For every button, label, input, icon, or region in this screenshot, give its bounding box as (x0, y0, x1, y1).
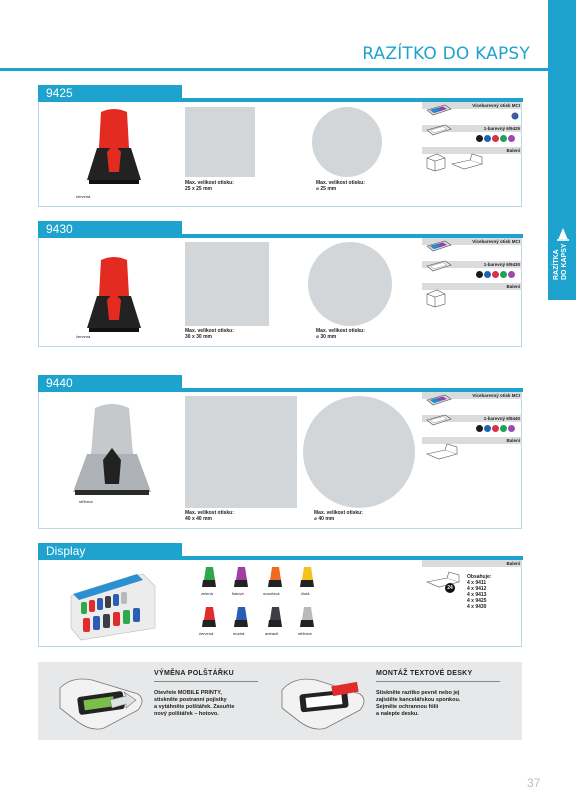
imprint-circle-label (316, 328, 365, 340)
contents-item: 4 x 9411 (467, 580, 487, 586)
stamp-photo-red (79, 256, 149, 334)
display-count-badge (445, 583, 455, 593)
label-value: 30 x 30 mm (185, 334, 212, 340)
variant-label: stříbrná (298, 631, 312, 636)
option-packaging: Balení (422, 283, 522, 290)
contents-title: Obsahuje: (467, 574, 492, 580)
imprint-square-label (185, 510, 234, 522)
count-value: 24 (447, 585, 453, 591)
ink-dot (476, 271, 483, 278)
ink-pad-single-icon (425, 414, 453, 428)
title-rule (154, 681, 258, 682)
ink-color-dots (476, 271, 515, 278)
page-title: RAZÍTKO DO KAPSY (362, 44, 530, 64)
stamp-variant-modra (233, 606, 249, 628)
option-packaging: Balení (422, 437, 522, 444)
stamp-variant-zluta (299, 566, 315, 588)
variant-label: zelená (201, 591, 213, 596)
section-heading: Display (38, 543, 182, 560)
ink-color-dots (476, 135, 515, 142)
ink-dot (484, 271, 491, 278)
stamp-color-label: červená (76, 194, 91, 199)
imprint-circle (312, 107, 382, 177)
stamp-variant-oranzova (267, 566, 283, 588)
label-value: ⌀ 40 mm (314, 516, 335, 522)
product-section-9440 (38, 376, 522, 529)
section-heading: 9430 (38, 221, 182, 238)
display-stand-photo (67, 566, 157, 642)
ink-dot (508, 425, 515, 432)
stamp-color-label: stříbrná (79, 499, 93, 504)
text-line: a vytáhněte polštářek. Zasuňte (154, 704, 235, 710)
text-plate-text (376, 690, 460, 718)
text-line: zajistěte kancelářskou sponkou. (376, 697, 461, 703)
ink-dot (508, 135, 515, 142)
display-contents (467, 574, 491, 610)
ink-pad-icon (425, 240, 453, 254)
pad-replacement-title: VÝMĚNA POLŠTÁŘKU (154, 670, 234, 677)
ink-dot (508, 271, 515, 278)
ink-pad-single-icon (425, 124, 453, 138)
side-tab-label (553, 220, 569, 280)
title-rule (376, 681, 500, 682)
ink-dot (500, 271, 507, 278)
text-plate-illustration (276, 670, 372, 734)
imprint-circle (303, 396, 415, 508)
text-line: Stiskněte razítko pevně nebo jej (376, 690, 460, 696)
text-line: nový polštářek – hotovo. (154, 711, 219, 717)
ink-dot (492, 135, 499, 142)
imprint-square (185, 242, 269, 326)
header-rule (0, 68, 548, 71)
label-line: Max. velikost otisku: (185, 328, 234, 334)
ink-dot (492, 425, 499, 432)
packaging-tray-icon (425, 442, 459, 462)
contents-item: 4 x 9412 (467, 586, 487, 592)
variant-label: žlutá (301, 591, 310, 596)
label-value: ⌀ 25 mm (316, 186, 337, 192)
stamp-photo-red (79, 108, 149, 186)
label-line: Max. velikost otisku: (316, 180, 365, 186)
side-tab-line2: DO KAPSY (561, 243, 568, 280)
ink-pad-single-icon (425, 260, 453, 274)
ink-dot (500, 135, 507, 142)
option-single-color: 1-barevný 6/9430 (422, 261, 522, 268)
text-line: Otevřete MOBILE PRINTY, (154, 690, 222, 696)
stamp-variant-cervena (201, 606, 217, 628)
variant-label: modrá (233, 631, 245, 636)
option-packaging: Balení (422, 147, 522, 154)
label-value: 25 x 25 mm (185, 186, 212, 192)
ink-dot (500, 425, 507, 432)
option-multicolor: Vícebarevný otisk MCI (422, 238, 522, 245)
display-section (38, 544, 522, 647)
contents-item: 4 x 9430 (467, 604, 487, 610)
stamp-variant-antracit (267, 606, 283, 628)
ink-dot (484, 135, 491, 142)
label-value: 40 x 40 mm (185, 516, 212, 522)
label-line: Max. velikost otisku: (314, 510, 363, 516)
imprint-circle-label (314, 510, 363, 522)
stamp-variant-fialova (233, 566, 249, 588)
variant-label: antracit (265, 631, 279, 636)
product-section-9425 (38, 86, 522, 207)
imprint-square-label (185, 180, 234, 192)
packaging-tray-icon (450, 152, 484, 172)
section-heading: 9425 (38, 85, 182, 102)
imprint-square (185, 107, 255, 177)
ink-dot (476, 135, 483, 142)
stamp-variant-zelena (201, 566, 217, 588)
label-line: Max. velikost otisku: (185, 180, 234, 186)
contents-item: 4 x 9425 (467, 598, 487, 604)
label-value: ⌀ 30 mm (316, 334, 337, 340)
imprint-square-label (185, 328, 234, 340)
pad-replacement-illustration (52, 670, 148, 734)
option-multicolor: Vícebarevný otisk MCI (422, 392, 522, 399)
mci-badge-icon (511, 112, 519, 120)
text-line: stiskněte postranní pojistky (154, 697, 227, 703)
option-single-color: 1-barevný 6/9425 (422, 125, 522, 132)
variant-label: červená (199, 631, 214, 636)
option-multicolor: Vícebarevný otisk MCI (422, 102, 522, 109)
imprint-square (185, 396, 297, 508)
side-tab-line1: RAZÍTKA (553, 249, 560, 280)
option-single-color: 1-barevný 6/9440 (422, 415, 522, 422)
stamp-variant-stribrna (299, 606, 315, 628)
contents-item: 4 x 9413 (467, 592, 487, 598)
imprint-circle (308, 242, 392, 326)
ink-dot (492, 271, 499, 278)
text-plate-title: MONTÁŽ TEXTOVÉ DESKY (376, 670, 473, 677)
imprint-circle-label (316, 180, 365, 192)
instructions-box (38, 662, 522, 740)
ink-dot (476, 425, 483, 432)
product-section-9430 (38, 222, 522, 347)
packaging-box-icon (425, 150, 447, 172)
variant-label: fialová (232, 591, 244, 596)
display-box-icon (425, 570, 461, 594)
text-line: Sejměte ochrannou fólii (376, 704, 439, 710)
packaging-box-icon (425, 286, 447, 308)
stamp-color-label: červená (76, 334, 91, 339)
display-packaging-label: Balení (422, 560, 522, 567)
ink-dot (484, 425, 491, 432)
stamp-photo-silver (67, 402, 157, 498)
page-number: 37 (527, 776, 541, 790)
ink-pad-icon (425, 394, 453, 408)
ink-color-dots (476, 425, 515, 432)
label-line: Max. velikost otisku: (316, 328, 365, 334)
section-heading: 9440 (38, 375, 182, 392)
pad-replacement-text (154, 690, 234, 718)
variant-label: oranžová (263, 591, 280, 596)
ink-pad-icon (425, 104, 453, 118)
text-line: a nalepte desku. (376, 711, 419, 717)
label-line: Max. velikost otisku: (185, 510, 234, 516)
